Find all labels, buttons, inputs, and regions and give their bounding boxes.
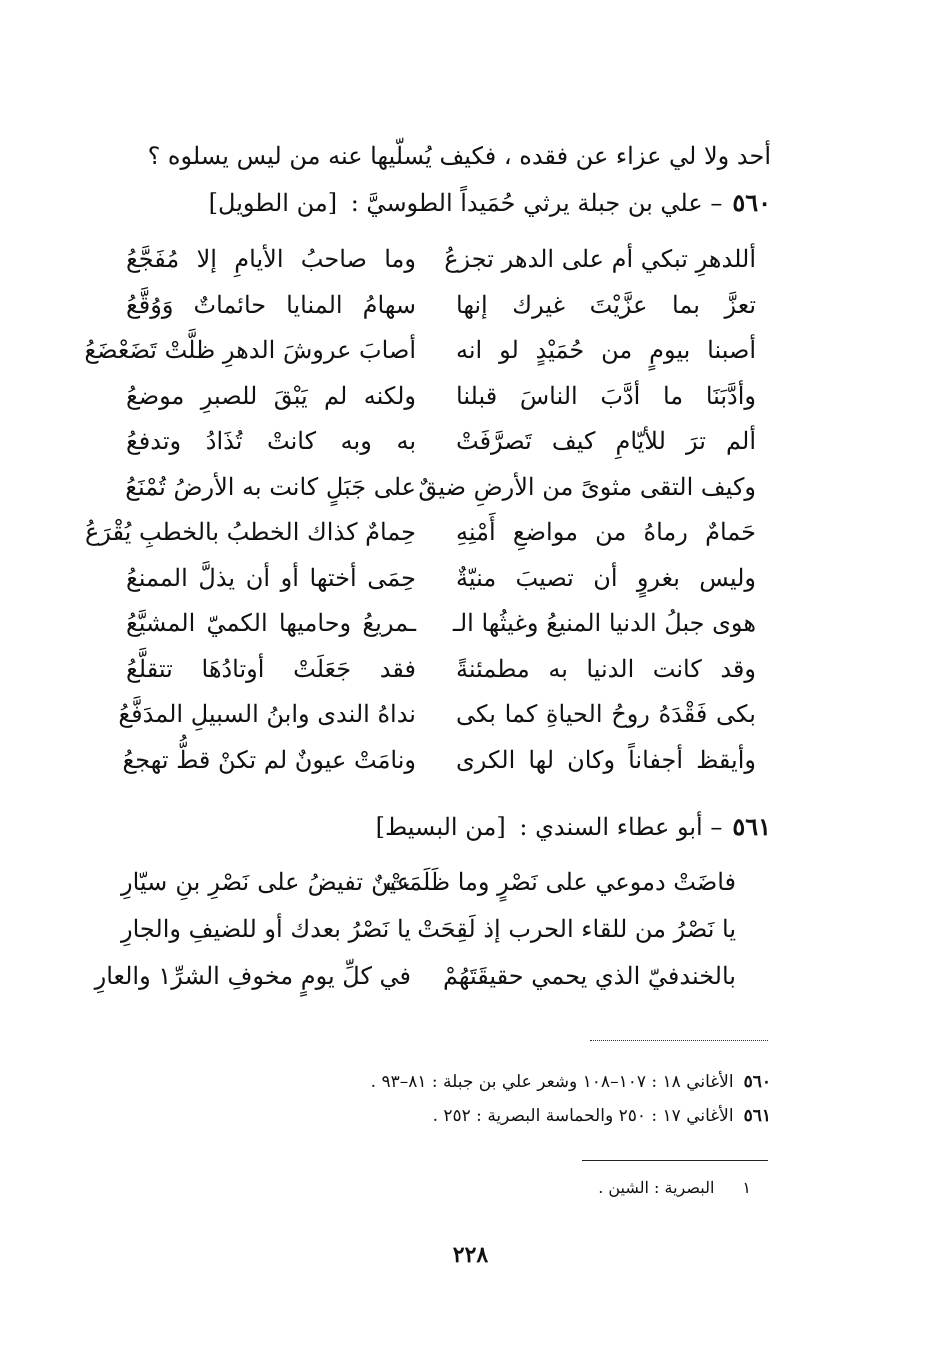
intro-line: أحد ولا لي عزاء عن فقده ، فكيف يُسلّيها عنه من ليس يسلوه ؟ bbox=[147, 142, 771, 170]
verse-second-hemistich: ـمريعُ وحاميها الكميّ المشيَّعُ bbox=[126, 609, 416, 637]
note-text: الأغاني ١٨ : ١٠٧–١٠٨ وشعر علي بن جبلة : ٨١–٩٣ . bbox=[370, 1072, 734, 1092]
verse-second-hemistich: حِمَى أختها أو أن يذلَّ الممنعُ bbox=[126, 563, 416, 592]
section-561-heading bbox=[376, 812, 771, 841]
verse-second-hemistich: ولكنه لم يَبْقَ للصبرِ موضعُ bbox=[126, 381, 416, 410]
notes-separator bbox=[590, 1040, 768, 1041]
verse-second-hemistich: فقد جَعَلَتْ أوتادُهَا تتقلَّعُ bbox=[126, 654, 416, 683]
section-560-heading bbox=[209, 188, 771, 217]
verse-second-hemistich: به وبه كانتْ تُذَادُ وتدفعُ bbox=[126, 427, 416, 455]
footnote-number: ١ bbox=[742, 1178, 751, 1197]
section-number: ٥٦١ bbox=[732, 812, 771, 841]
note-number: ٥٦٠ bbox=[743, 1072, 771, 1092]
section-title: – أبو عطاء السندي : bbox=[519, 813, 723, 841]
footnote-text: البصرية : الشين . bbox=[598, 1178, 715, 1197]
verse-first-hemistich: هوى جبلُ الدنيا المنيعُ وغيثُها الـ bbox=[452, 609, 756, 637]
verse bbox=[0, 700, 941, 740]
verse-first-hemistich: بكى فَقْدَهُ روحُ الحياةِ كما بكى bbox=[456, 700, 756, 728]
verse bbox=[0, 245, 941, 285]
verse bbox=[0, 291, 941, 331]
meter-label: [من الطويل] bbox=[208, 189, 338, 217]
verse-second-hemistich: ونامَتْ عيونٌ لم تكنْ قطُّ تهجعُ bbox=[122, 745, 416, 774]
verse-first-hemistich: وقد كانت الدنيا به مطمئنةً bbox=[456, 654, 756, 683]
verse-first-hemistich: أصبنا بيومٍ من حُمَيْدٍ لو انه bbox=[456, 336, 756, 364]
verse-second-hemistich: على جَبَلٍ كانت به الأرضُ تُمْنَعُ bbox=[125, 472, 416, 501]
verse-first-hemistich: فاضَتْ دموعي على نَصْرٍ وما ظَلَمَتْ bbox=[385, 868, 736, 896]
verse bbox=[0, 609, 941, 649]
verse-second-hemistich: حِمامٌ كذاك الخطبُ بالخطبِ يُقْرَعُ bbox=[84, 518, 416, 546]
verse bbox=[0, 564, 941, 604]
verse-first-hemistich: وأدَّبَنَا ما أدَّبَ الناسَ قبلنا bbox=[456, 381, 756, 410]
verse bbox=[0, 962, 941, 1002]
verse-second-hemistich: وما صاحبُ الأيامِ إلا مُفَجَّعُ bbox=[126, 245, 416, 273]
verse bbox=[0, 746, 941, 786]
verse bbox=[0, 518, 941, 558]
verse-first-hemistich: بالخندفيّ الذي يحمي حقيقَتَهُمْ bbox=[442, 962, 736, 990]
verse-first-hemistich: أللدهرِ تبكي أم على الدهر تجزعُ bbox=[444, 245, 756, 273]
verse-first-hemistich: يا نَصْرُ من للقاء الحرب إذ لَقِحَتْ bbox=[417, 915, 736, 943]
verse-first-hemistich: وأيقظ أجفاناً وكان لها الكرى bbox=[456, 745, 756, 774]
verse bbox=[0, 915, 941, 955]
verse bbox=[0, 473, 941, 513]
section-number: ٥٦٠ bbox=[732, 188, 771, 217]
note-number: ٥٦١ bbox=[743, 1106, 771, 1126]
verse-second-hemistich: عينٌ تفيضُ على نَصْرِ بنِ سيّارِ bbox=[121, 868, 411, 896]
page-number: ٢٢٨ bbox=[452, 1242, 489, 1268]
verse bbox=[0, 868, 941, 908]
verse-second-hemistich: سهامُ المنايا حائماتٌ وَوُقَّعُ bbox=[126, 290, 416, 319]
verse-first-hemistich: وكيف التقى مثوىً من الأرضِ ضيقٌ bbox=[418, 472, 756, 501]
verse bbox=[0, 655, 941, 695]
verse-first-hemistich: وليس بغروٍ أن تصيبَ منيّةٌ bbox=[456, 563, 756, 592]
meter-label: [من البسيط] bbox=[375, 813, 506, 841]
source-note bbox=[371, 1072, 771, 1092]
section-title: – علي بن جبلة يرثي حُمَيداً الطوسيَّ : bbox=[350, 189, 723, 217]
verse-second-hemistich: نداهُ الندى وابنُ السبيلِ المدَفَّعُ bbox=[118, 700, 416, 728]
verse-second-hemistich: أصابَ عروشَ الدهرِ ظلَّتْ تَضَعْضَعُ bbox=[84, 336, 416, 364]
note-text: الأغاني ١٧ : ٢٥٠ والحماسة البصرية : ٢٥٢ . bbox=[432, 1106, 734, 1126]
verse-first-hemistich: ألم ترَ للأيّامِ كيف تَصرَّفَتْ bbox=[456, 427, 756, 455]
verse-first-hemistich: تعزَّ بما عزَّيْتَ غيرك إنها bbox=[456, 290, 756, 319]
source-note bbox=[433, 1106, 771, 1126]
verse-second-hemistich: في كلِّ يومٍ مخوفِ الشرِّ١ والعارِ bbox=[94, 962, 411, 990]
footnote-rule bbox=[582, 1160, 768, 1161]
verse bbox=[0, 382, 941, 422]
verse-first-hemistich: حَمامٌ رماهُ من مواضعِ أَمْنِهِ bbox=[456, 518, 756, 546]
verse bbox=[0, 427, 941, 467]
verse-second-hemistich: يا نَصْرُ بعدك أو للضيفِ والجارِ bbox=[121, 915, 411, 943]
footnote bbox=[598, 1178, 751, 1197]
verse bbox=[0, 336, 941, 376]
